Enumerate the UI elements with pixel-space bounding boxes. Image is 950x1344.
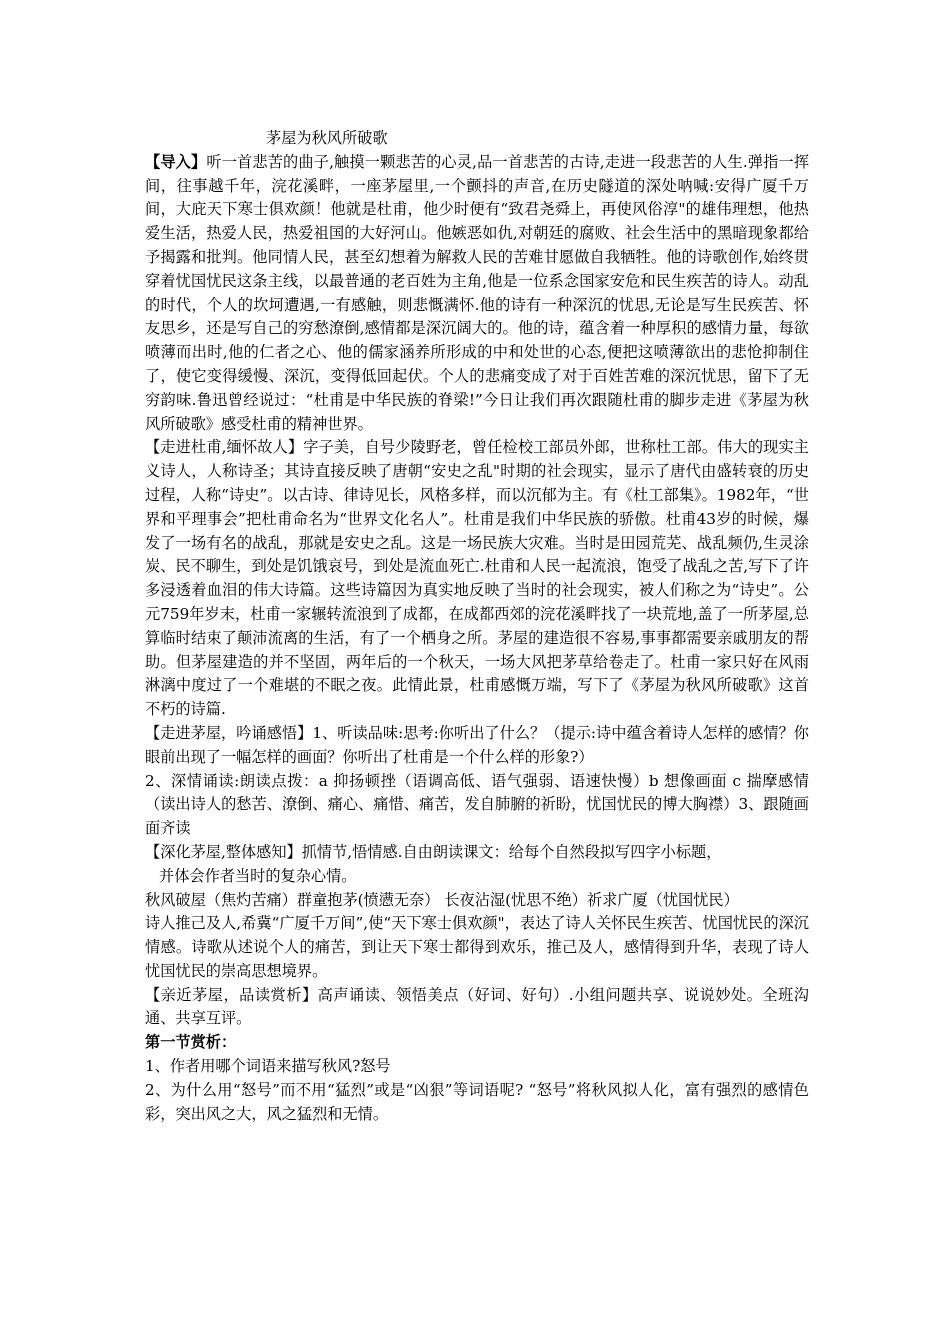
paragraph-dufu-bio: 【走进杜甫,缅怀故人】字子美，自号少陵野老，曾任检校工部员外郎，世称杜工部。伟大的现实主义诗人，人称诗圣；其诗直接反映了唐朝“安史之乱"时期的社会现实，显示了唐代由盛转衰的历史过程，人称“诗史”。以古诗、律诗见长，风格多样，而以沉郁为主。有《杜工部集》。1982年，“世界和平理事会”把杜甫命名为“世界文化名人”。杜甫是我们中华民族的骄傲。杜甫43岁的时候，爆发了一场有名的战乱，那就是安史之乱。这是一场民族大灾难。当时是田园荒芜、战乱频仍,生灵涂炭、民不聊生，到处是饥饿哀号，到处是流血死亡.杜甫和人民一起流浪，饱受了战乱之苦,写下了许多浸透着血泪的伟大诗篇。这些诗篇因为真实地反映了当时的社会现实，被人们称之为“诗史”。公元759年岁末，杜甫一家辗转流浪到了成都，在成都西郊的浣花溪畔找了一块荒地,盖了一所茅屋,总算临时结束了颠沛流离的生活，有了一个栖身之所。茅屋的建造很不容易,事事都需要亲戚朋友的帮助。但茅屋建造的并不坚固，两年后的一个秋天，一场大风把茅草给卷走了。杜甫一家只好在风雨淋漓中度过了一个难堪的不眠之夜。此情此景，杜甫感慨万端，写下了《茅屋为秋风所破歌》这首不朽的诗篇.	[145, 438, 809, 719]
paragraph-appreciation: 【亲近茅屋，品读赏析】高声诵读、领悟美点（好词、好句）.小组问题共享、说说妙处。全班沟通、共享互评。	[145, 985, 809, 1028]
paragraph-listen-read: 【走进茅屋，吟诵感悟】1、听读品味:思考:你听出了什么？（提示:诗中蕴含着诗人怎样的感情？你眼前出现了一幅怎样的画面？你听出了杜甫是一个什么样的形象?）	[145, 723, 809, 766]
question-2: 2、为什么用“怒号”而不用“猛烈”或是“凶狠”等词语呢? “怒号”将秋风拟人化，富有强烈的感情色彩，突出风之大，风之猛烈和无情。	[145, 1080, 809, 1123]
paragraph-intro-lead: 【导入】	[145, 152, 207, 171]
document-title: 茅屋为秋风所破歌	[266, 129, 388, 147]
paragraph-subtitles: 秋风破屋（焦灼苦痛）群童抱茅(愤懑无奈） 长夜沾湿(忧思不绝）祈求广厦（忧国忧民）	[145, 890, 739, 909]
paragraph-intro-text: 听一首悲苦的曲子,触摸一颗悲苦的心灵,品一首悲苦的古诗,走进一段悲苦的人生.弹指一挥间，往事越千年，浣花溪畔，一座茅屋里,一个颤抖的声音,在历史隧道的深处呐喊:安得广厦千万间，大庇天下寒士俱欢颜！他就是杜甫，他少时便有“致君尧舜上，再使风俗淳"的雄伟理想，他热爱生活，热爱人民，热爱祖国的大好河山。他嫉恶如仇,对朝廷的腐败、社会生活中的黑暗现象都给予揭露和批判。他同情人民，甚至幻想着为解救人民的苦难甘愿做自我牺牲。他的诗歌创作,始终贯穿着忧国忧民这条主线，以最普通的老百姓为主角,他是一位系念国家安危和民生疾苦的诗人。动乱的时代，个人的坎坷遭遇,一有感触，则悲慨满怀.他的诗有一种深沉的忧思,无论是写生民疾苦、怀友思乡，还是写自己的穷愁潦倒,感情都是深沉阔大的。他的诗，蕴含着一种厚积的感情力量，每欲喷薄而出时,他的仁者之心、他的儒家涵养所形成的中和处世的心态,便把这喷薄欲出的悲怆抑制住了，使它变得缓慢、深沉，变得低回起伏。个人的悲痛变成了对于百姓苦难的深沉忧思，留下了无穷韵味.鲁迅曾经说过：“杜甫是中华民族的脊梁!”今日让我们再次跟随杜甫的脚步走进《茅屋为秋风所破歌》感受杜甫的精神世界。	[145, 152, 810, 433]
document-page	[145, 127, 809, 1126]
paragraph-intro	[145, 151, 809, 437]
paragraph-deep-read: 2、深情诵读:朗读点拨：a 抑扬顿挫（语调高低、语气强弱、语速快慢）b 想像画面 c 揣摩感情（读出诗人的愁苦、潦倒、痛心、痛惜、痛苦，发自肺腑的祈盼，忧国忧民的博大胸襟）3、跟随画面齐读	[145, 771, 809, 838]
question-1: 1、作者用哪个词语来描写秋风?怒号	[145, 1057, 391, 1076]
paragraph-poet-emotion: 诗人推己及人,希冀“广厦千万间”,使“天下寒士俱欢颜"，表达了诗人关怀民生疾苦、忧国忧民的深沉情感。诗歌从述说个人的痛苦，到让天下寒士都得到欢乐，推己及人，感情得到升华，表现了诗人忧国忧民的崇高思想境界。	[145, 914, 809, 980]
section-heading-first-stanza: 第一节赏析：	[145, 1033, 237, 1052]
paragraph-overall-perception: 【深化茅屋,整体感知】抓情节,悟情感.自由朗读课文：给每个自然段拟写四字小标题，	[145, 842, 722, 861]
paragraph-overall-perception-cont: 并体会作者当时的复杂心情。	[159, 866, 357, 885]
